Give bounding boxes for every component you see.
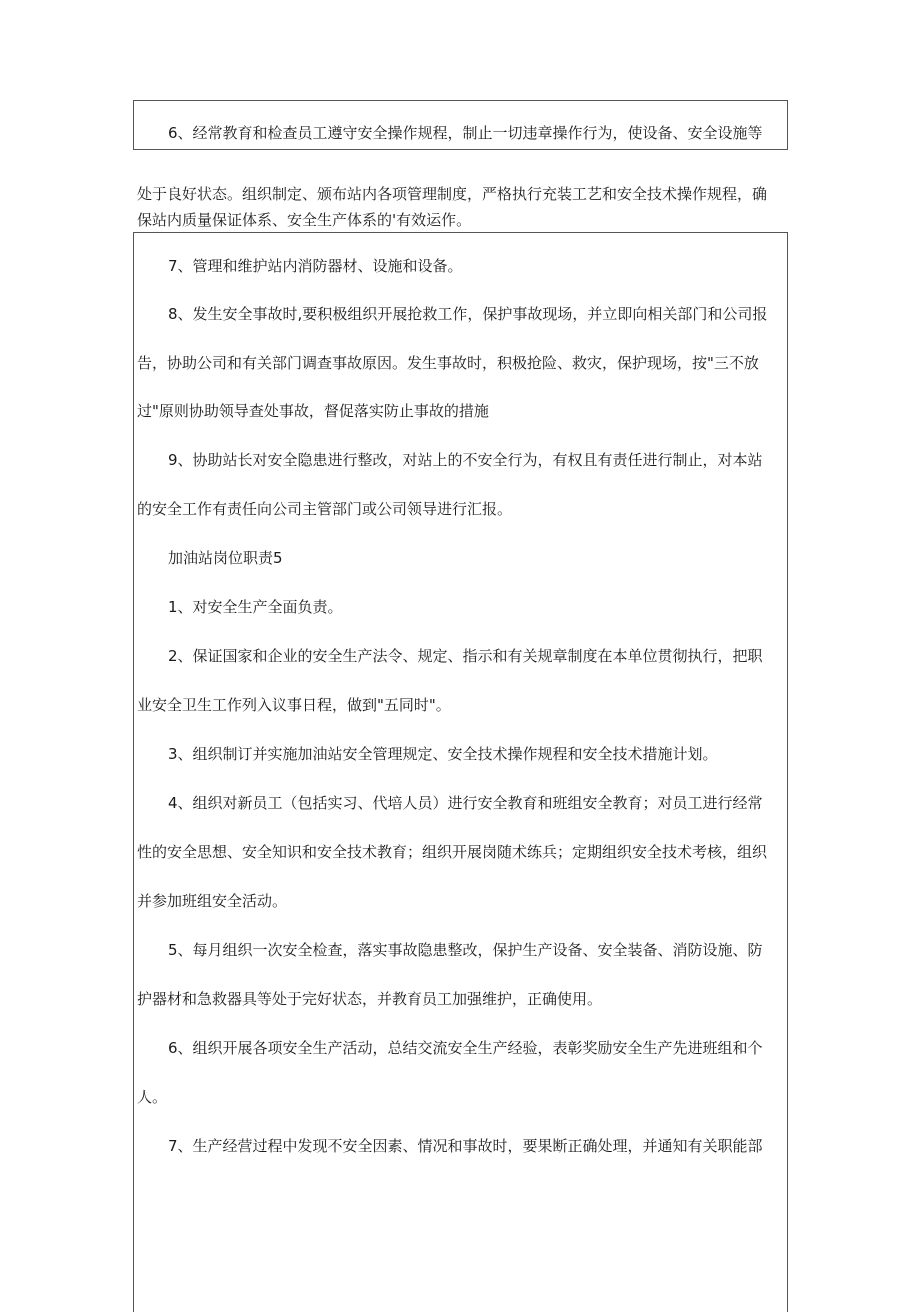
paragraph-line: 4、组织对新员工（包括实习、代培人员）进行安全教育和班组安全教育；对员工进行经常	[168, 794, 763, 812]
paragraph-line: 6、组织开展各项安全生产活动，总结交流安全生产经验，表彰奖励安全生产先进班组和个	[168, 1039, 763, 1057]
paragraph-line: 8、发生安全事故时,要积极组织开展抢救工作，保护事故现场，并立即向相关部门和公司报	[168, 305, 768, 323]
paragraph-line: 处于良好状态。组织制定、颁布站内各项管理制度，严格执行充装工艺和安全技术操作规程，确	[137, 185, 768, 203]
paragraph-line: 告，协助公司和有关部门调查事故原因。发生事故时，积极抢险、救灾，保护现场，按"三不放	[137, 354, 759, 372]
paragraph-line: 保站内质量保证体系、安全生产体系的'有效运作。	[137, 211, 472, 229]
paragraph-line: 业安全卫生工作列入议事日程，做到"五同时"。	[137, 696, 451, 714]
paragraph-line: 过"原则协助领导查处事故，督促落实防止事故的措施	[137, 402, 489, 420]
paragraph-line: 1、对安全生产全面负责。	[168, 598, 343, 616]
paragraph-line: 2、保证国家和企业的安全生产法令、规定、指示和有关规章制度在本单位贯彻执行，把职	[168, 647, 763, 665]
paragraph-line: 3、组织制订并实施加油站安全管理规定、安全技术操作规程和安全技术措施计划。	[168, 745, 718, 763]
paragraph-line: 6、经常教育和检查员工遵守安全操作规程，制止一切违章操作行为，使设备、安全设施等	[168, 124, 763, 142]
paragraph-line: 9、协助站长对安全隐患进行整改，对站上的不安全行为，有权且有责任进行制止，对本站	[168, 451, 763, 469]
paragraph-line: 5、每月组织一次安全检查，落实事故隐患整改，保护生产设备、安全装备、消防设施、防	[168, 941, 763, 959]
paragraph-line: 护器材和急救器具等处于完好状态，并教育员工加强维护，正确使用。	[137, 990, 603, 1008]
paragraph-line: 7、生产经营过程中发现不安全因素、情况和事故时，要果断正确处理，并通知有关职能部	[168, 1137, 763, 1155]
paragraph-line: 性的安全思想、安全知识和安全技术教育；组织开展岗随术练兵；定期组织安全技术考核，组织	[137, 843, 768, 861]
paragraph-line: 的安全工作有责任向公司主管部门或公司领导进行汇报。	[137, 500, 513, 518]
paragraph-line: 并参加班组安全活动。	[137, 892, 288, 910]
section-heading: 加油站岗位职责5	[168, 549, 283, 567]
paragraph-line: 7、管理和维护站内消防器材、设施和设备。	[168, 257, 463, 275]
paragraph-line: 人。	[137, 1088, 168, 1106]
